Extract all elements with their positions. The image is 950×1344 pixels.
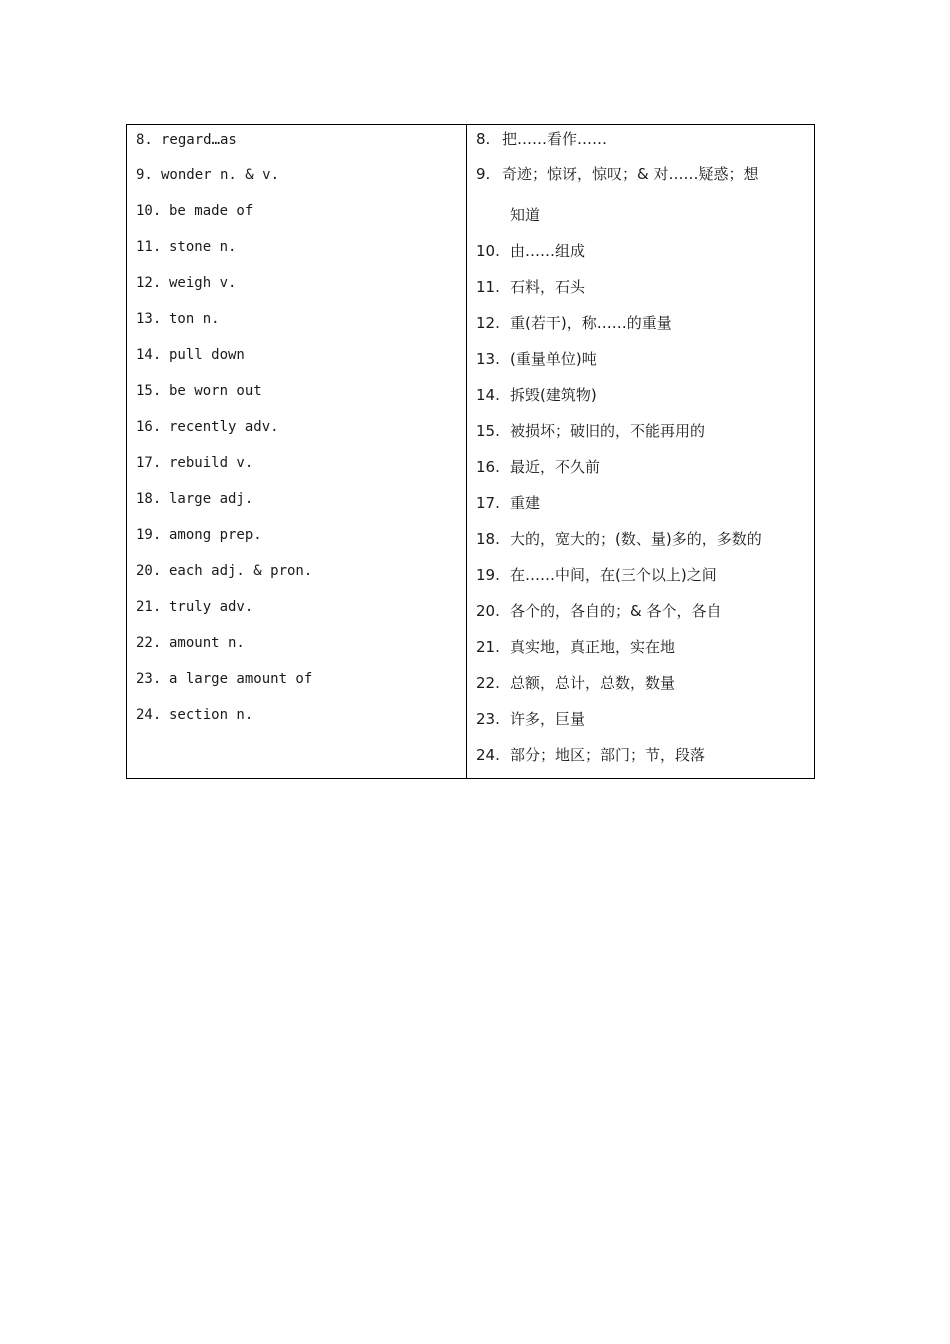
chinese-entry-20 <box>476 601 806 621</box>
english-entry-13 <box>136 309 458 329</box>
english-entry-24 <box>136 705 458 725</box>
chinese-entry-11 <box>476 277 806 297</box>
english-term: amount n. <box>169 635 245 651</box>
chinese-entry-23 <box>476 709 806 729</box>
entry-number: 20. <box>476 602 500 620</box>
chinese-definition: 由……组成 <box>510 242 586 260</box>
entry-number: 10. <box>136 203 162 219</box>
entry-number: 11. <box>476 278 500 296</box>
entry-number: 18. <box>136 491 162 507</box>
chinese-entry-9-continued <box>476 205 806 225</box>
english-entry-15 <box>136 381 458 401</box>
entry-number: 19. <box>476 566 500 584</box>
english-entry-10 <box>136 201 458 221</box>
english-term: ton n. <box>169 311 220 327</box>
chinese-definition: 大的，宽大的；(数、量)多的，多数的 <box>510 530 762 548</box>
entry-number: 8. <box>476 130 491 148</box>
chinese-definition-continued: 知道 <box>510 206 541 224</box>
chinese-definition: 真实地，真正地，实在地 <box>510 638 676 656</box>
english-term: wonder n. & v. <box>161 167 280 183</box>
entry-number: 14. <box>136 347 162 363</box>
chinese-definition: 拆毁(建筑物) <box>510 386 597 404</box>
entry-number: 22. <box>136 635 162 651</box>
chinese-definition: 部分；地区；部门；节，段落 <box>510 746 706 764</box>
chinese-entry-16 <box>476 457 806 477</box>
entry-number: 10. <box>476 242 500 260</box>
entry-number: 8. <box>136 132 153 148</box>
chinese-entry-15 <box>476 421 806 441</box>
chinese-entry-24 <box>476 745 806 765</box>
english-term: rebuild v. <box>169 455 254 471</box>
english-term: section n. <box>169 707 254 723</box>
english-entry-12 <box>136 273 458 293</box>
chinese-definition: 奇迹；惊讶，惊叹；& 对……疑惑；想 <box>502 165 759 183</box>
chinese-definition: 把……看作…… <box>502 130 608 148</box>
english-entry-20 <box>136 561 458 581</box>
english-term: truly adv. <box>169 599 254 615</box>
entry-number: 24. <box>136 707 162 723</box>
chinese-definition: 许多，巨量 <box>510 710 586 728</box>
english-entry-22 <box>136 633 458 653</box>
english-entry-19 <box>136 525 458 545</box>
entry-number: 9. <box>136 167 153 183</box>
entry-number: 18. <box>476 530 500 548</box>
entry-number: 23. <box>136 671 162 687</box>
entry-number: 22. <box>476 674 500 692</box>
entry-number: 17. <box>476 494 500 512</box>
entry-number: 14. <box>476 386 500 404</box>
chinese-definition: 石料，石头 <box>510 278 586 296</box>
chinese-definition: 被损坏；破旧的，不能再用的 <box>510 422 706 440</box>
english-entry-21 <box>136 597 458 617</box>
entry-number: 21. <box>476 638 500 656</box>
english-entry-8 <box>136 130 458 150</box>
entry-number: 15. <box>136 383 162 399</box>
english-term: weigh v. <box>169 275 237 291</box>
entry-number: 16. <box>476 458 500 476</box>
entry-number: 13. <box>476 350 500 368</box>
chinese-entry-9 <box>476 164 806 184</box>
english-term: large adj. <box>169 491 254 507</box>
entry-number: 15. <box>476 422 500 440</box>
entry-number: 24. <box>476 746 500 764</box>
entry-number: 12. <box>136 275 162 291</box>
chinese-definition: 最近，不久前 <box>510 458 601 476</box>
english-term: a large amount of <box>169 671 313 687</box>
entry-number: 16. <box>136 419 162 435</box>
chinese-entry-10 <box>476 241 806 261</box>
entry-number: 21. <box>136 599 162 615</box>
chinese-entry-19 <box>476 565 806 585</box>
chinese-entry-14 <box>476 385 806 405</box>
english-term: be worn out <box>169 383 262 399</box>
chinese-entry-22 <box>476 673 806 693</box>
entry-number: 13. <box>136 311 162 327</box>
english-term: pull down <box>169 347 245 363</box>
chinese-entry-18 <box>476 529 806 549</box>
chinese-definition: (重量单位)吨 <box>510 350 597 368</box>
chinese-entry-13 <box>476 349 806 369</box>
english-term: be made of <box>169 203 254 219</box>
entry-number: 20. <box>136 563 162 579</box>
english-term: among prep. <box>169 527 262 543</box>
chinese-entry-8 <box>476 129 806 149</box>
english-entry-9 <box>136 165 458 185</box>
chinese-definition: 总额，总计，总数，数量 <box>510 674 676 692</box>
entry-number: 12. <box>476 314 500 332</box>
entry-number: 9. <box>476 165 491 183</box>
chinese-entry-12 <box>476 313 806 333</box>
english-entry-18 <box>136 489 458 509</box>
english-entry-16 <box>136 417 458 437</box>
chinese-definition: 在……中间，在(三个以上)之间 <box>510 566 717 584</box>
english-column <box>127 125 467 778</box>
entry-number: 17. <box>136 455 162 471</box>
entry-number: 19. <box>136 527 162 543</box>
english-term: recently adv. <box>169 419 279 435</box>
chinese-definition: 各个的，各自的；& 各个，各自 <box>510 602 722 620</box>
entry-number: 23. <box>476 710 500 728</box>
chinese-entry-21 <box>476 637 806 657</box>
chinese-column <box>467 125 814 778</box>
english-entry-11 <box>136 237 458 257</box>
english-entry-23 <box>136 669 458 689</box>
chinese-definition: 重(若干)，称……的重量 <box>510 314 672 332</box>
english-term: regard…as <box>161 132 237 148</box>
entry-number: 11. <box>136 239 162 255</box>
english-entry-17 <box>136 453 458 473</box>
chinese-definition: 重建 <box>510 494 541 512</box>
vocabulary-table <box>126 124 815 779</box>
english-term: stone n. <box>169 239 237 255</box>
english-term: each adj. & pron. <box>169 563 313 579</box>
english-entry-14 <box>136 345 458 365</box>
chinese-entry-17 <box>476 493 806 513</box>
